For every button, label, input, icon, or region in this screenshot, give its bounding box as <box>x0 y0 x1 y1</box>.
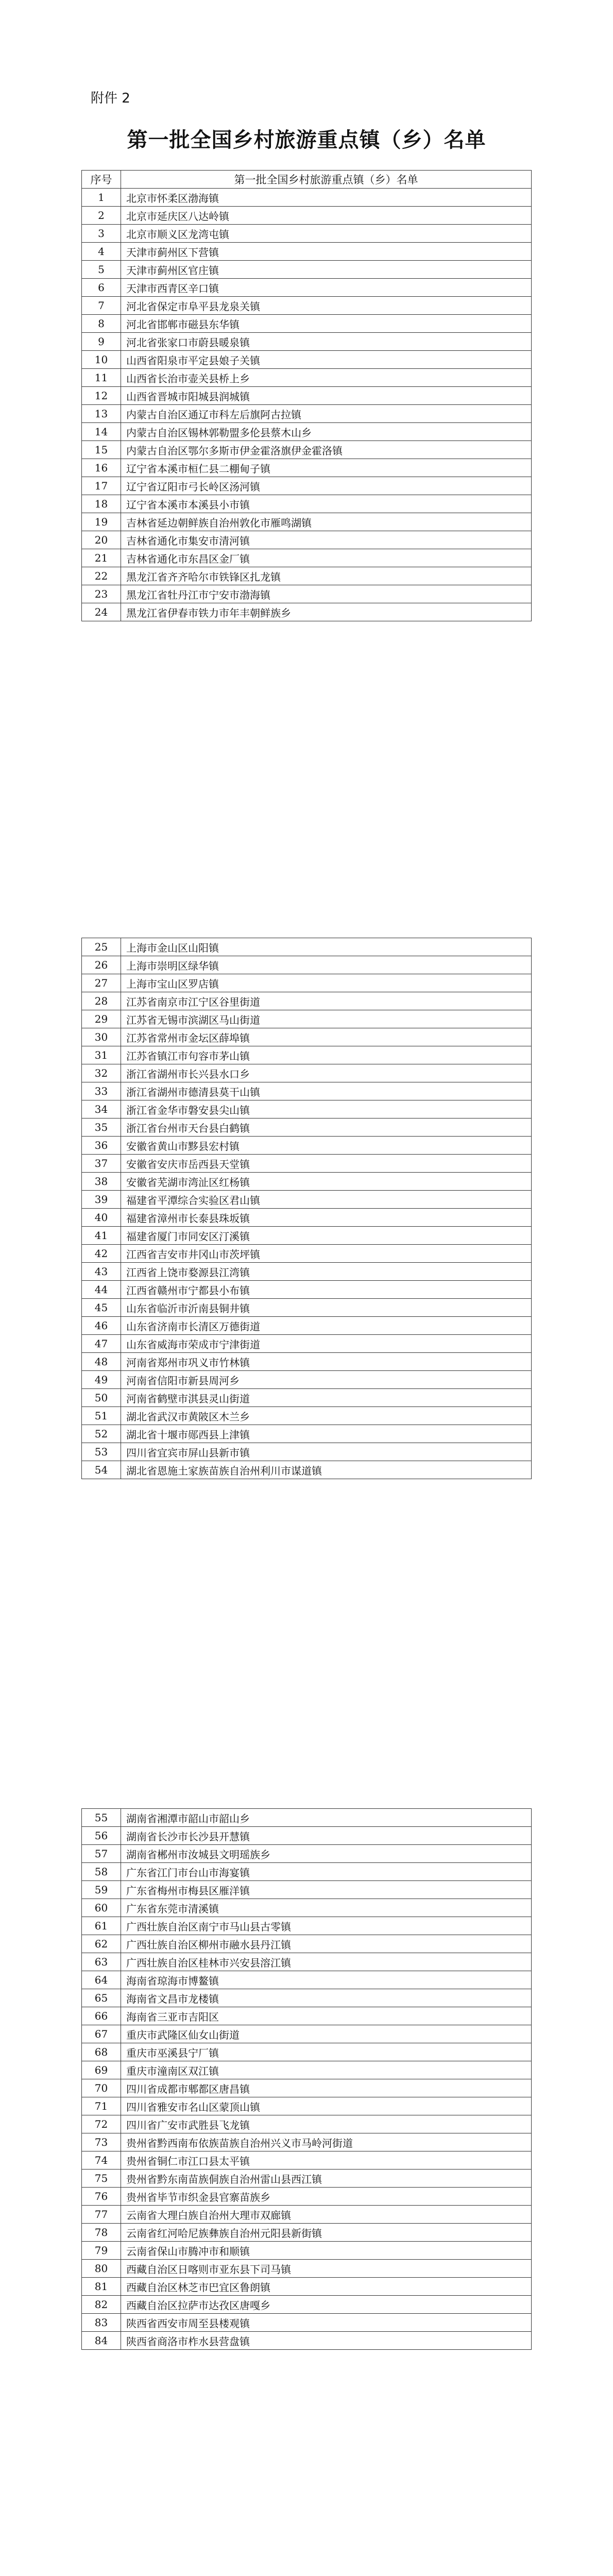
row-number: 72 <box>82 2115 121 2133</box>
table-row <box>82 405 532 423</box>
row-number: 84 <box>82 2332 121 2350</box>
row-town-name: 山东省济南市长清区万德街道 <box>121 1317 532 1335</box>
row-town-name: 贵州省毕节市织金县官寨苗族乡 <box>121 2188 532 2206</box>
row-town-name: 上海市崇明区绿华镇 <box>121 956 532 974</box>
row-number: 50 <box>82 1389 121 1407</box>
table-row <box>82 1137 532 1155</box>
row-number: 3 <box>82 225 121 243</box>
row-town-name: 河南省鹤壁市淇县灵山街道 <box>121 1389 532 1407</box>
row-town-name: 安徽省芜湖市湾沚区红杨镇 <box>121 1173 532 1191</box>
row-town-name: 湖北省十堰市郧西县上津镇 <box>121 1425 532 1443</box>
table-row <box>82 333 532 351</box>
row-town-name: 陕西省商洛市柞水县营盘镇 <box>121 2332 532 2350</box>
row-town-name: 河北省邯郸市磁县东华镇 <box>121 315 532 333</box>
table-row <box>82 2007 532 2025</box>
row-town-name: 北京市顺义区龙湾屯镇 <box>121 225 532 243</box>
row-number: 30 <box>82 1028 121 1046</box>
row-number: 59 <box>82 1881 121 1899</box>
row-town-name: 重庆市巫溪县宁厂镇 <box>121 2043 532 2061</box>
table-row <box>82 1953 532 1971</box>
table-row <box>82 2224 532 2242</box>
row-town-name: 江西省上饶市婺源县江湾镇 <box>121 1263 532 1281</box>
table-row <box>82 495 532 513</box>
row-town-name: 天津市蓟州区官庄镇 <box>121 261 532 279</box>
row-number: 60 <box>82 1899 121 1917</box>
table-row <box>82 297 532 315</box>
table-row <box>82 1245 532 1263</box>
row-number: 79 <box>82 2242 121 2260</box>
table-row <box>82 2188 532 2206</box>
row-number: 39 <box>82 1191 121 1209</box>
row-town-name: 江苏省无锡市滨湖区马山街道 <box>121 1010 532 1028</box>
table-row <box>82 1935 532 1953</box>
table-row <box>82 1389 532 1407</box>
row-number: 78 <box>82 2224 121 2242</box>
table-row <box>82 1461 532 1479</box>
table-row <box>82 2133 532 2151</box>
row-number: 18 <box>82 495 121 513</box>
table-row <box>82 1899 532 1917</box>
table-row <box>82 1827 532 1845</box>
table-row <box>82 1191 532 1209</box>
row-town-name: 黑龙江省牡丹江市宁安市渤海镇 <box>121 585 532 603</box>
row-number: 47 <box>82 1335 121 1353</box>
row-number: 22 <box>82 567 121 585</box>
row-town-name: 浙江省湖州市长兴县水口乡 <box>121 1064 532 1082</box>
row-number: 23 <box>82 585 121 603</box>
table-row <box>82 513 532 531</box>
row-town-name: 福建省厦门市同安区汀溪镇 <box>121 1227 532 1245</box>
row-town-name: 内蒙古自治区锡林郭勒盟多伦县蔡木山乡 <box>121 423 532 441</box>
table-body-page-1 <box>82 189 532 621</box>
row-town-name: 四川省广安市武胜县飞龙镇 <box>121 2115 532 2133</box>
table-row <box>82 261 532 279</box>
table-row <box>82 1407 532 1425</box>
table-row <box>82 243 532 261</box>
row-town-name: 西藏自治区林芝市巴宜区鲁朗镇 <box>121 2278 532 2296</box>
table-row <box>82 2242 532 2260</box>
table-row <box>82 315 532 333</box>
table-row <box>82 225 532 243</box>
row-number: 46 <box>82 1317 121 1335</box>
table-row <box>82 1881 532 1899</box>
row-town-name: 广西壮族自治区柳州市融水县丹江镇 <box>121 1935 532 1953</box>
row-number: 10 <box>82 351 121 369</box>
row-number: 27 <box>82 974 121 992</box>
row-number: 32 <box>82 1064 121 1082</box>
table-row <box>82 1917 532 1935</box>
row-town-name: 北京市延庆区八达岭镇 <box>121 207 532 225</box>
row-number: 21 <box>82 549 121 567</box>
row-town-name: 河北省张家口市蔚县暖泉镇 <box>121 333 532 351</box>
row-number: 80 <box>82 2260 121 2278</box>
table-body-page-3 <box>82 1809 532 2350</box>
row-town-name: 广东省东莞市清溪镇 <box>121 1899 532 1917</box>
row-town-name: 贵州省铜仁市江口县太平镇 <box>121 2151 532 2170</box>
page-title: 第一批全国乡村旅游重点镇（乡）名单 <box>127 128 486 152</box>
table-row <box>82 1425 532 1443</box>
row-number: 36 <box>82 1137 121 1155</box>
table-row <box>82 2314 532 2332</box>
table-body-page-2 <box>82 938 532 1479</box>
row-town-name: 山西省晋城市阳城县润城镇 <box>121 387 532 405</box>
row-number: 62 <box>82 1935 121 1953</box>
table-row <box>82 1989 532 2007</box>
row-town-name: 重庆市潼南区双江镇 <box>121 2061 532 2079</box>
row-town-name: 河南省郑州市巩义市竹林镇 <box>121 1353 532 1371</box>
row-town-name: 湖南省湘潭市韶山市韶山乡 <box>121 1809 532 1827</box>
table-row <box>82 1082 532 1100</box>
table-row <box>82 2296 532 2314</box>
row-number: 55 <box>82 1809 121 1827</box>
table-row <box>82 1281 532 1299</box>
table-row <box>82 531 532 549</box>
list-table-page-1 <box>81 170 532 621</box>
table-row <box>82 992 532 1010</box>
row-number: 37 <box>82 1155 121 1173</box>
table-row <box>82 189 532 207</box>
row-town-name: 西藏自治区拉萨市达孜区唐嘎乡 <box>121 2296 532 2314</box>
attachment-label: 附件 2 <box>91 91 130 106</box>
row-town-name: 黑龙江省齐齐哈尔市铁锋区扎龙镇 <box>121 567 532 585</box>
row-number: 4 <box>82 243 121 261</box>
table-row <box>82 938 532 956</box>
table-row <box>82 2260 532 2278</box>
table-row <box>82 369 532 387</box>
table-row <box>82 2097 532 2115</box>
row-number: 31 <box>82 1046 121 1064</box>
row-town-name: 辽宁省本溪市本溪县小市镇 <box>121 495 532 513</box>
table-row <box>82 1046 532 1064</box>
row-number: 8 <box>82 315 121 333</box>
row-town-name: 山西省阳泉市平定县娘子关镇 <box>121 351 532 369</box>
row-town-name: 福建省平潭综合实验区君山镇 <box>121 1191 532 1209</box>
table-row <box>82 1064 532 1082</box>
row-number: 16 <box>82 459 121 477</box>
row-town-name: 福建省漳州市长泰县珠坂镇 <box>121 1209 532 1227</box>
table-row <box>82 1317 532 1335</box>
row-town-name: 四川省宜宾市屏山县新市镇 <box>121 1443 532 1461</box>
header-num: 序号 <box>82 171 121 189</box>
row-town-name: 湖南省郴州市汝城县文明瑶族乡 <box>121 1845 532 1863</box>
table-row <box>82 207 532 225</box>
table-row <box>82 1353 532 1371</box>
row-town-name: 四川省成都市郫都区唐昌镇 <box>121 2079 532 2097</box>
row-town-name: 北京市怀柔区渤海镇 <box>121 189 532 207</box>
row-number: 44 <box>82 1281 121 1299</box>
table-row <box>82 2170 532 2188</box>
row-town-name: 黑龙江省伊春市铁力市年丰朝鲜族乡 <box>121 603 532 621</box>
table-row <box>82 2043 532 2061</box>
table-row <box>82 1263 532 1281</box>
row-number: 66 <box>82 2007 121 2025</box>
table-row <box>82 2079 532 2097</box>
row-town-name: 云南省大理白族自治州大理市双廊镇 <box>121 2206 532 2224</box>
row-town-name: 江苏省镇江市句容市茅山镇 <box>121 1046 532 1064</box>
row-town-name: 内蒙古自治区鄂尔多斯市伊金霍洛旗伊金霍洛镇 <box>121 441 532 459</box>
row-number: 20 <box>82 531 121 549</box>
table-row <box>82 956 532 974</box>
row-number: 75 <box>82 2170 121 2188</box>
row-number: 19 <box>82 513 121 531</box>
row-number: 40 <box>82 1209 121 1227</box>
table-row <box>82 2206 532 2224</box>
row-town-name: 上海市宝山区罗店镇 <box>121 974 532 992</box>
table-row <box>82 351 532 369</box>
row-number: 67 <box>82 2025 121 2043</box>
row-number: 49 <box>82 1371 121 1389</box>
row-town-name: 广东省江门市台山市海宴镇 <box>121 1863 532 1881</box>
row-number: 38 <box>82 1173 121 1191</box>
row-number: 12 <box>82 387 121 405</box>
table-row <box>82 567 532 585</box>
row-number: 81 <box>82 2278 121 2296</box>
row-town-name: 浙江省金华市磐安县尖山镇 <box>121 1100 532 1118</box>
row-number: 17 <box>82 477 121 495</box>
row-number: 29 <box>82 1010 121 1028</box>
table-row <box>82 423 532 441</box>
row-town-name: 广西壮族自治区南宁市马山县古零镇 <box>121 1917 532 1935</box>
row-number: 42 <box>82 1245 121 1263</box>
table-row <box>82 1010 532 1028</box>
row-number: 13 <box>82 405 121 423</box>
table-row <box>82 477 532 495</box>
row-number: 71 <box>82 2097 121 2115</box>
table-row <box>82 1100 532 1118</box>
table-row <box>82 387 532 405</box>
table-row <box>82 1335 532 1353</box>
row-number: 11 <box>82 369 121 387</box>
row-number: 25 <box>82 938 121 956</box>
row-number: 2 <box>82 207 121 225</box>
row-number: 64 <box>82 1971 121 1989</box>
row-number: 43 <box>82 1263 121 1281</box>
row-town-name: 辽宁省本溪市桓仁县二棚甸子镇 <box>121 459 532 477</box>
row-number: 68 <box>82 2043 121 2061</box>
row-number: 5 <box>82 261 121 279</box>
table-row <box>82 549 532 567</box>
row-town-name: 贵州省黔东南苗族侗族自治州雷山县西江镇 <box>121 2170 532 2188</box>
table-row <box>82 603 532 621</box>
row-number: 65 <box>82 1989 121 2007</box>
row-town-name: 海南省琼海市博鳌镇 <box>121 1971 532 1989</box>
header-name: 第一批全国乡村旅游重点镇（乡）名单 <box>121 171 532 189</box>
table-row <box>82 1209 532 1227</box>
table-row <box>82 1443 532 1461</box>
row-number: 34 <box>82 1100 121 1118</box>
row-town-name: 山东省临沂市沂南县铜井镇 <box>121 1299 532 1317</box>
row-number: 74 <box>82 2151 121 2170</box>
row-number: 7 <box>82 297 121 315</box>
row-town-name: 安徽省黄山市黟县宏村镇 <box>121 1137 532 1155</box>
row-town-name: 云南省保山市腾冲市和顺镇 <box>121 2242 532 2260</box>
row-town-name: 江苏省南京市江宁区谷里街道 <box>121 992 532 1010</box>
table-row <box>82 2278 532 2296</box>
row-town-name: 天津市西青区辛口镇 <box>121 279 532 297</box>
row-number: 15 <box>82 441 121 459</box>
row-town-name: 重庆市武隆区仙女山街道 <box>121 2025 532 2043</box>
row-town-name: 安徽省安庆市岳西县天堂镇 <box>121 1155 532 1173</box>
row-number: 52 <box>82 1425 121 1443</box>
table-row <box>82 2332 532 2350</box>
table-row <box>82 1371 532 1389</box>
list-table-page-2 <box>81 938 532 1479</box>
row-town-name: 湖北省恩施土家族苗族自治州利川市谋道镇 <box>121 1461 532 1479</box>
table-row <box>82 2115 532 2133</box>
table-row <box>82 279 532 297</box>
row-number: 9 <box>82 333 121 351</box>
row-number: 24 <box>82 603 121 621</box>
row-town-name: 四川省雅安市名山区蒙顶山镇 <box>121 2097 532 2115</box>
table-row <box>82 1173 532 1191</box>
row-town-name: 西藏自治区日喀则市亚东县下司马镇 <box>121 2260 532 2278</box>
row-town-name: 江西省赣州市宁都县小布镇 <box>121 1281 532 1299</box>
table-row <box>82 459 532 477</box>
row-number: 58 <box>82 1863 121 1881</box>
row-number: 82 <box>82 2296 121 2314</box>
row-number: 45 <box>82 1299 121 1317</box>
row-town-name: 河北省保定市阜平县龙泉关镇 <box>121 297 532 315</box>
row-town-name: 广东省梅州市梅县区雁洋镇 <box>121 1881 532 1899</box>
row-town-name: 吉林省延边朝鲜族自治州敦化市雁鸣湖镇 <box>121 513 532 531</box>
row-town-name: 辽宁省辽阳市弓长岭区汤河镇 <box>121 477 532 495</box>
table-row <box>82 441 532 459</box>
row-town-name: 广西壮族自治区桂林市兴安县溶江镇 <box>121 1953 532 1971</box>
row-town-name: 浙江省湖州市德清县莫干山镇 <box>121 1082 532 1100</box>
table-row <box>82 1155 532 1173</box>
row-town-name: 海南省文昌市龙楼镇 <box>121 1989 532 2007</box>
row-number: 63 <box>82 1953 121 1971</box>
row-number: 14 <box>82 423 121 441</box>
row-town-name: 内蒙古自治区通辽市科左后旗阿古拉镇 <box>121 405 532 423</box>
row-number: 83 <box>82 2314 121 2332</box>
row-town-name: 浙江省台州市天台县白鹤镇 <box>121 1118 532 1137</box>
table-row <box>82 2025 532 2043</box>
table-row <box>82 1299 532 1317</box>
table-row <box>82 1028 532 1046</box>
row-town-name: 吉林省通化市东昌区金厂镇 <box>121 549 532 567</box>
row-town-name: 天津市蓟州区下营镇 <box>121 243 532 261</box>
row-town-name: 江西省吉安市井冈山市茨坪镇 <box>121 1245 532 1263</box>
table-header-row <box>82 171 532 189</box>
table-row <box>82 1971 532 1989</box>
row-number: 69 <box>82 2061 121 2079</box>
list-table-page-3 <box>81 1808 532 2350</box>
row-town-name: 山西省长治市壶关县桥上乡 <box>121 369 532 387</box>
row-town-name: 河南省信阳市新县周河乡 <box>121 1371 532 1389</box>
row-number: 77 <box>82 2206 121 2224</box>
row-number: 48 <box>82 1353 121 1371</box>
row-number: 26 <box>82 956 121 974</box>
row-number: 70 <box>82 2079 121 2097</box>
table-row <box>82 585 532 603</box>
table-row <box>82 1118 532 1137</box>
row-number: 33 <box>82 1082 121 1100</box>
row-town-name: 陕西省西安市周至县楼观镇 <box>121 2314 532 2332</box>
row-number: 6 <box>82 279 121 297</box>
row-town-name: 江苏省常州市金坛区薛埠镇 <box>121 1028 532 1046</box>
row-town-name: 山东省威海市荣成市宁津街道 <box>121 1335 532 1353</box>
table-row <box>82 2061 532 2079</box>
row-number: 76 <box>82 2188 121 2206</box>
table-row <box>82 974 532 992</box>
row-number: 61 <box>82 1917 121 1935</box>
table-row <box>82 1809 532 1827</box>
row-number: 1 <box>82 189 121 207</box>
row-number: 54 <box>82 1461 121 1479</box>
row-town-name: 贵州省黔西南布依族苗族自治州兴义市马岭河街道 <box>121 2133 532 2151</box>
table-row <box>82 1863 532 1881</box>
row-town-name: 吉林省通化市集安市清河镇 <box>121 531 532 549</box>
table-row <box>82 1227 532 1245</box>
row-number: 51 <box>82 1407 121 1425</box>
row-number: 57 <box>82 1845 121 1863</box>
row-number: 53 <box>82 1443 121 1461</box>
row-number: 41 <box>82 1227 121 1245</box>
table-row <box>82 1845 532 1863</box>
row-town-name: 湖南省长沙市长沙县开慧镇 <box>121 1827 532 1845</box>
table-row <box>82 2151 532 2170</box>
row-number: 35 <box>82 1118 121 1137</box>
row-town-name: 云南省红河哈尼族彝族自治州元阳县新街镇 <box>121 2224 532 2242</box>
row-town-name: 上海市金山区山阳镇 <box>121 938 532 956</box>
row-town-name: 海南省三亚市吉阳区 <box>121 2007 532 2025</box>
row-town-name: 湖北省武汉市黄陂区木兰乡 <box>121 1407 532 1425</box>
row-number: 56 <box>82 1827 121 1845</box>
row-number: 28 <box>82 992 121 1010</box>
row-number: 73 <box>82 2133 121 2151</box>
